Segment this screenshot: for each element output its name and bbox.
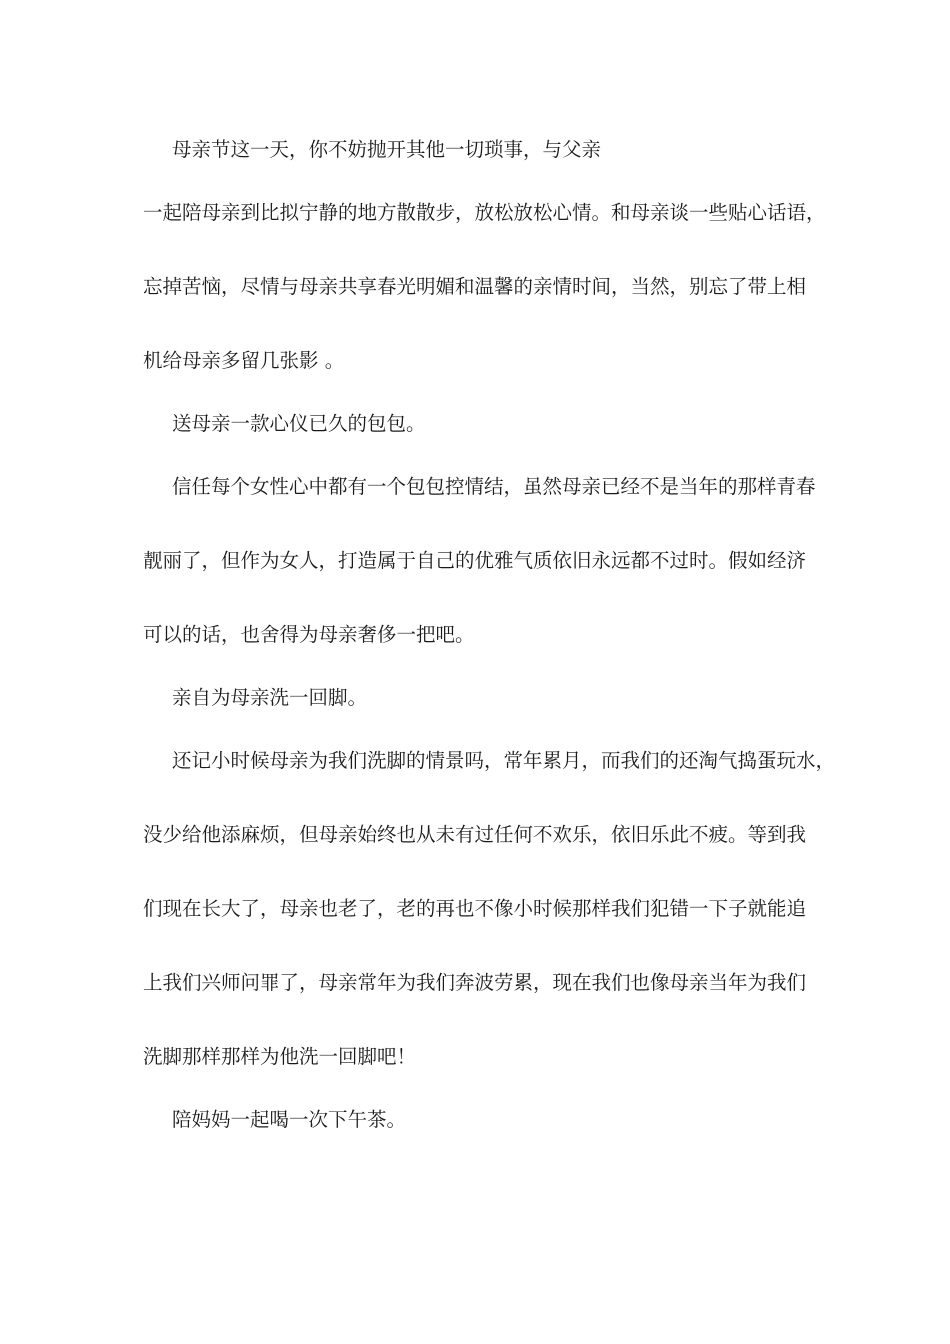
paragraph-3-line-3: 们现在长大了，母亲也老了，老的再也不像小时候那样我们犯错一下子就能追 bbox=[143, 897, 807, 920]
paragraph-1-line-1: 母亲节这一天，你不妨抛开其他一切琐事，与父亲 bbox=[172, 138, 602, 161]
paragraph-3-line-5: 洗脚那样那样为他洗一回脚吧！ bbox=[143, 1045, 417, 1068]
paragraph-3-line-4: 上我们兴师问罪了，母亲常年为我们奔波劳累，现在我们也像母亲当年为我们 bbox=[143, 971, 807, 994]
paragraph-2-line-3: 可以的话，也舍得为母亲奢侈一把吧。 bbox=[143, 623, 475, 646]
paragraph-1-line-3: 忘掉苦恼，尽情与母亲共享春光明媚和温馨的亲情时间，当然，别忘了带上相 bbox=[143, 275, 807, 298]
heading-gift-bag: 送母亲一款心仪已久的包包。 bbox=[172, 412, 426, 435]
paragraph-1-line-2: 一起陪母亲到比拟宁静的地方散散步，放松放松心情。和母亲谈一些贴心话语， bbox=[143, 201, 826, 224]
paragraph-2-line-1: 信任每个女性心中都有一个包包控情结，虽然母亲已经不是当年的那样青春 bbox=[172, 475, 816, 498]
heading-wash-feet: 亲自为母亲洗一回脚。 bbox=[172, 686, 368, 709]
paragraph-2-line-2: 靓丽了，但作为女人，打造属于自己的优雅气质依旧永远都不过时。假如经济 bbox=[143, 549, 807, 572]
paragraph-3-line-1: 还记小时候母亲为我们洗脚的情景吗，常年累月，而我们的还淘气捣蛋玩水， bbox=[172, 749, 836, 772]
paragraph-1-line-4: 机给母亲多留几张影 。 bbox=[143, 349, 345, 372]
paragraph-3-line-2: 没少给他添麻烦，但母亲始终也从未有过任何不欢乐，依旧乐此不疲。等到我 bbox=[143, 823, 807, 846]
heading-afternoon-tea: 陪妈妈一起喝一次下午茶。 bbox=[172, 1108, 407, 1131]
